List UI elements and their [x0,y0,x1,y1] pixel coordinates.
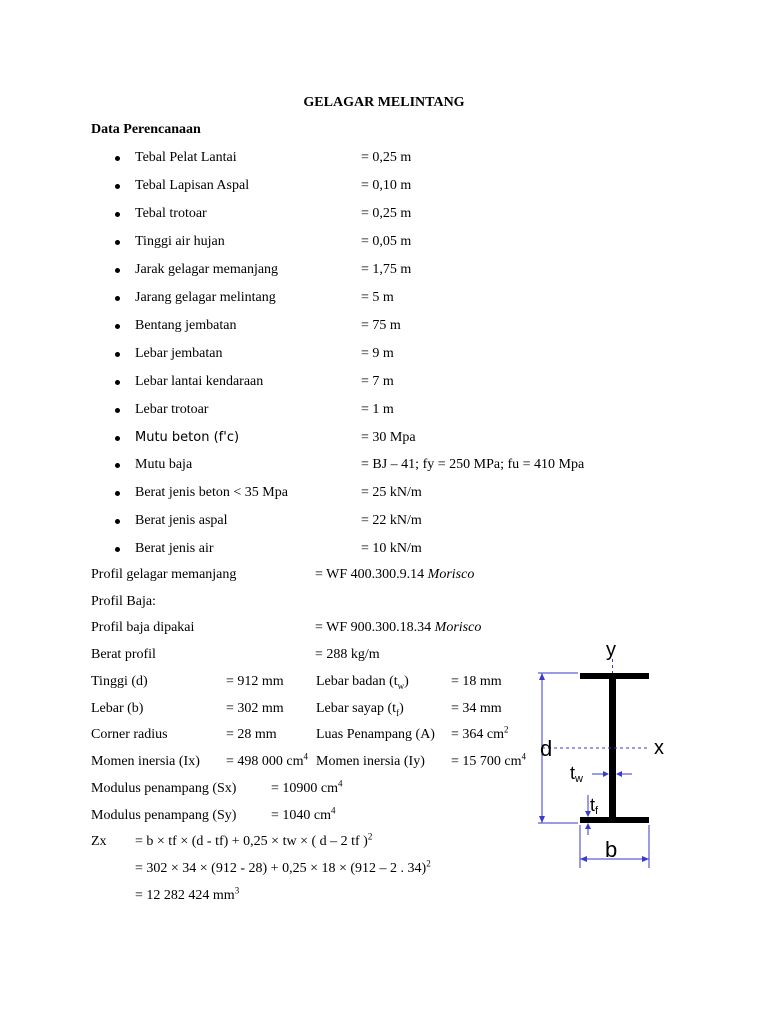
bullet-label: Tebal trotoar [135,206,207,221]
bullet-value: = 1 m [361,402,394,417]
bullet-value: = 0,25 m [361,206,412,221]
tw-arrow-right [616,771,622,777]
bullet-value: = 22 kN/m [361,513,422,528]
tinggi-label: Tinggi (d) [91,674,148,689]
profil-dipakai-label: Profil baja dipakai [91,620,195,635]
bullet-value: = 9 m [361,346,394,361]
bullet-label: Jarak gelagar memanjang [135,262,279,277]
bullet-icon [115,519,120,524]
bullet-value: = 75 m [361,318,401,333]
bullet-value: = 10 kN/m [361,541,422,556]
bullet-icon [115,436,120,441]
bullet-label: Bentang jembatan [135,318,237,333]
bullet-value: = 5 m [361,290,394,305]
bottom-flange [580,817,649,823]
lebar-value: = 302 mm [226,701,284,716]
corner-radius-value: = 28 mm [226,727,277,742]
top-flange [580,673,649,679]
bullet-icon [115,296,120,301]
lebar-sayap-value: = 34 mm [451,701,502,716]
b-arrow-right [642,856,649,862]
lebar-sayap-label: Lebar sayap $(t_f)$ [316,701,404,718]
luas-label: Luas Penampang (A) [316,727,435,742]
bullet-icon [115,184,120,189]
label-b: b [605,837,618,862]
bullet-label: Berat jenis beton < 35 Mpa [135,485,288,500]
bullet-label: Berat jenis aspal [135,513,228,528]
tw-arrow-left [603,771,609,777]
bullet-icon [115,380,120,385]
zx-formula: = b × tf × (d - tf) + 0,25 × tw × ( d – 2 tf )$^2$ [135,831,373,849]
bullet-value: = 30 Mpa [361,430,416,445]
d-arrow-bottom [539,816,545,823]
label-tw: tw [570,763,583,785]
bullet-icon [115,547,120,552]
sx-value: = 10900 $cm^4$ [271,778,343,796]
profil-memanjang-label: Profil gelagar memanjang [91,567,237,582]
bullet-label: Lebar trotoar [135,402,209,417]
bullet-label: Lebar lantai kendaraan [135,374,264,389]
lebar-badan-value: = 18 mm [451,674,502,689]
section-heading: Data Perencanaan [91,122,201,137]
profil-memanjang-value: = WF 400.300.9.14 Morisco [315,567,475,582]
bullet-icon [115,268,120,273]
label-d: d [540,736,553,761]
sx-label: Modulus penampang (Sx) [91,781,237,796]
b-arrow-left [580,856,587,862]
bullet-value: = 1,75 m [361,262,412,277]
ix-value: = 498 000 $cm^4$ [226,751,308,769]
bullet-value: = BJ – 41; fy = 250 MPa; fu = 410 Mpa [361,457,585,472]
d-arrow-top [539,673,545,680]
bullet-icon [115,156,120,161]
wf-section-diagram [530,635,680,870]
zx-substitution: = 302 × 34 × (912 - 28) + 0,25 × 18 × (912 – 2 . 34)$^2$ [135,858,431,876]
label-tf: tf [590,795,599,817]
iy-value: = 15 700 $cm^4$ [451,751,526,769]
bullet-label: Berat jenis air [135,541,214,556]
lebar-label: Lebar (b) [91,701,144,716]
bullet-value: = 0,25 m [361,150,412,165]
corner-radius-label: Corner radius [91,727,168,742]
berat-profil-label: Berat profil [91,647,156,662]
luas-value: = 364 $cm^2$ [451,724,509,742]
bullet-value: = 0,10 m [361,178,412,193]
tf-arrow-bottom [585,823,591,829]
berat-profil-value: = 288 kg/m [315,647,380,662]
bullet-label: Tebal Lapisan Aspal [135,178,250,193]
bullet-icon [115,491,120,496]
bullet-label: Mutu baja [135,457,193,472]
bullet-icon [115,352,120,357]
bullet-label: Mutu beton (f'c) [135,430,240,445]
label-x: x [654,737,664,759]
ix-label: Momen inersia (Ix) [91,754,200,769]
bullet-label: Lebar jembatan [135,346,223,361]
profil-baja-heading: Profil Baja: [91,594,156,609]
bullet-value: = 0,05 m [361,234,412,249]
bullet-icon [115,463,120,468]
sy-label: Modulus penampang (Sy) [91,808,237,823]
tinggi-value: = 912 mm [226,674,284,689]
bullet-label: Tinggi air hujan [135,234,225,249]
bullet-label: Tebal Pelat Lantai [135,150,237,165]
profil-dipakai-value: = WF 900.300.18.34 Morisco [315,620,482,635]
bullet-label: Jarang gelagar melintang [135,290,276,305]
bullet-icon [115,212,120,217]
zx-label: Zx [91,834,107,849]
bullet-value: = 7 m [361,374,394,389]
bullet-icon [115,408,120,413]
page-title: GELAGAR MELINTANG [303,95,465,110]
bullet-icon [115,240,120,245]
iy-label: Momen inersia (Iy) [316,754,425,769]
zx-result: = 12 282 424 $mm^3$ [135,885,240,903]
lebar-badan-label: Lebar badan $(t_w)$ [316,674,409,691]
bullet-value: = 25 kN/m [361,485,422,500]
sy-value: = 1040 $cm^4$ [271,805,336,823]
bullet-icon [115,324,120,329]
label-y: y [606,639,616,661]
